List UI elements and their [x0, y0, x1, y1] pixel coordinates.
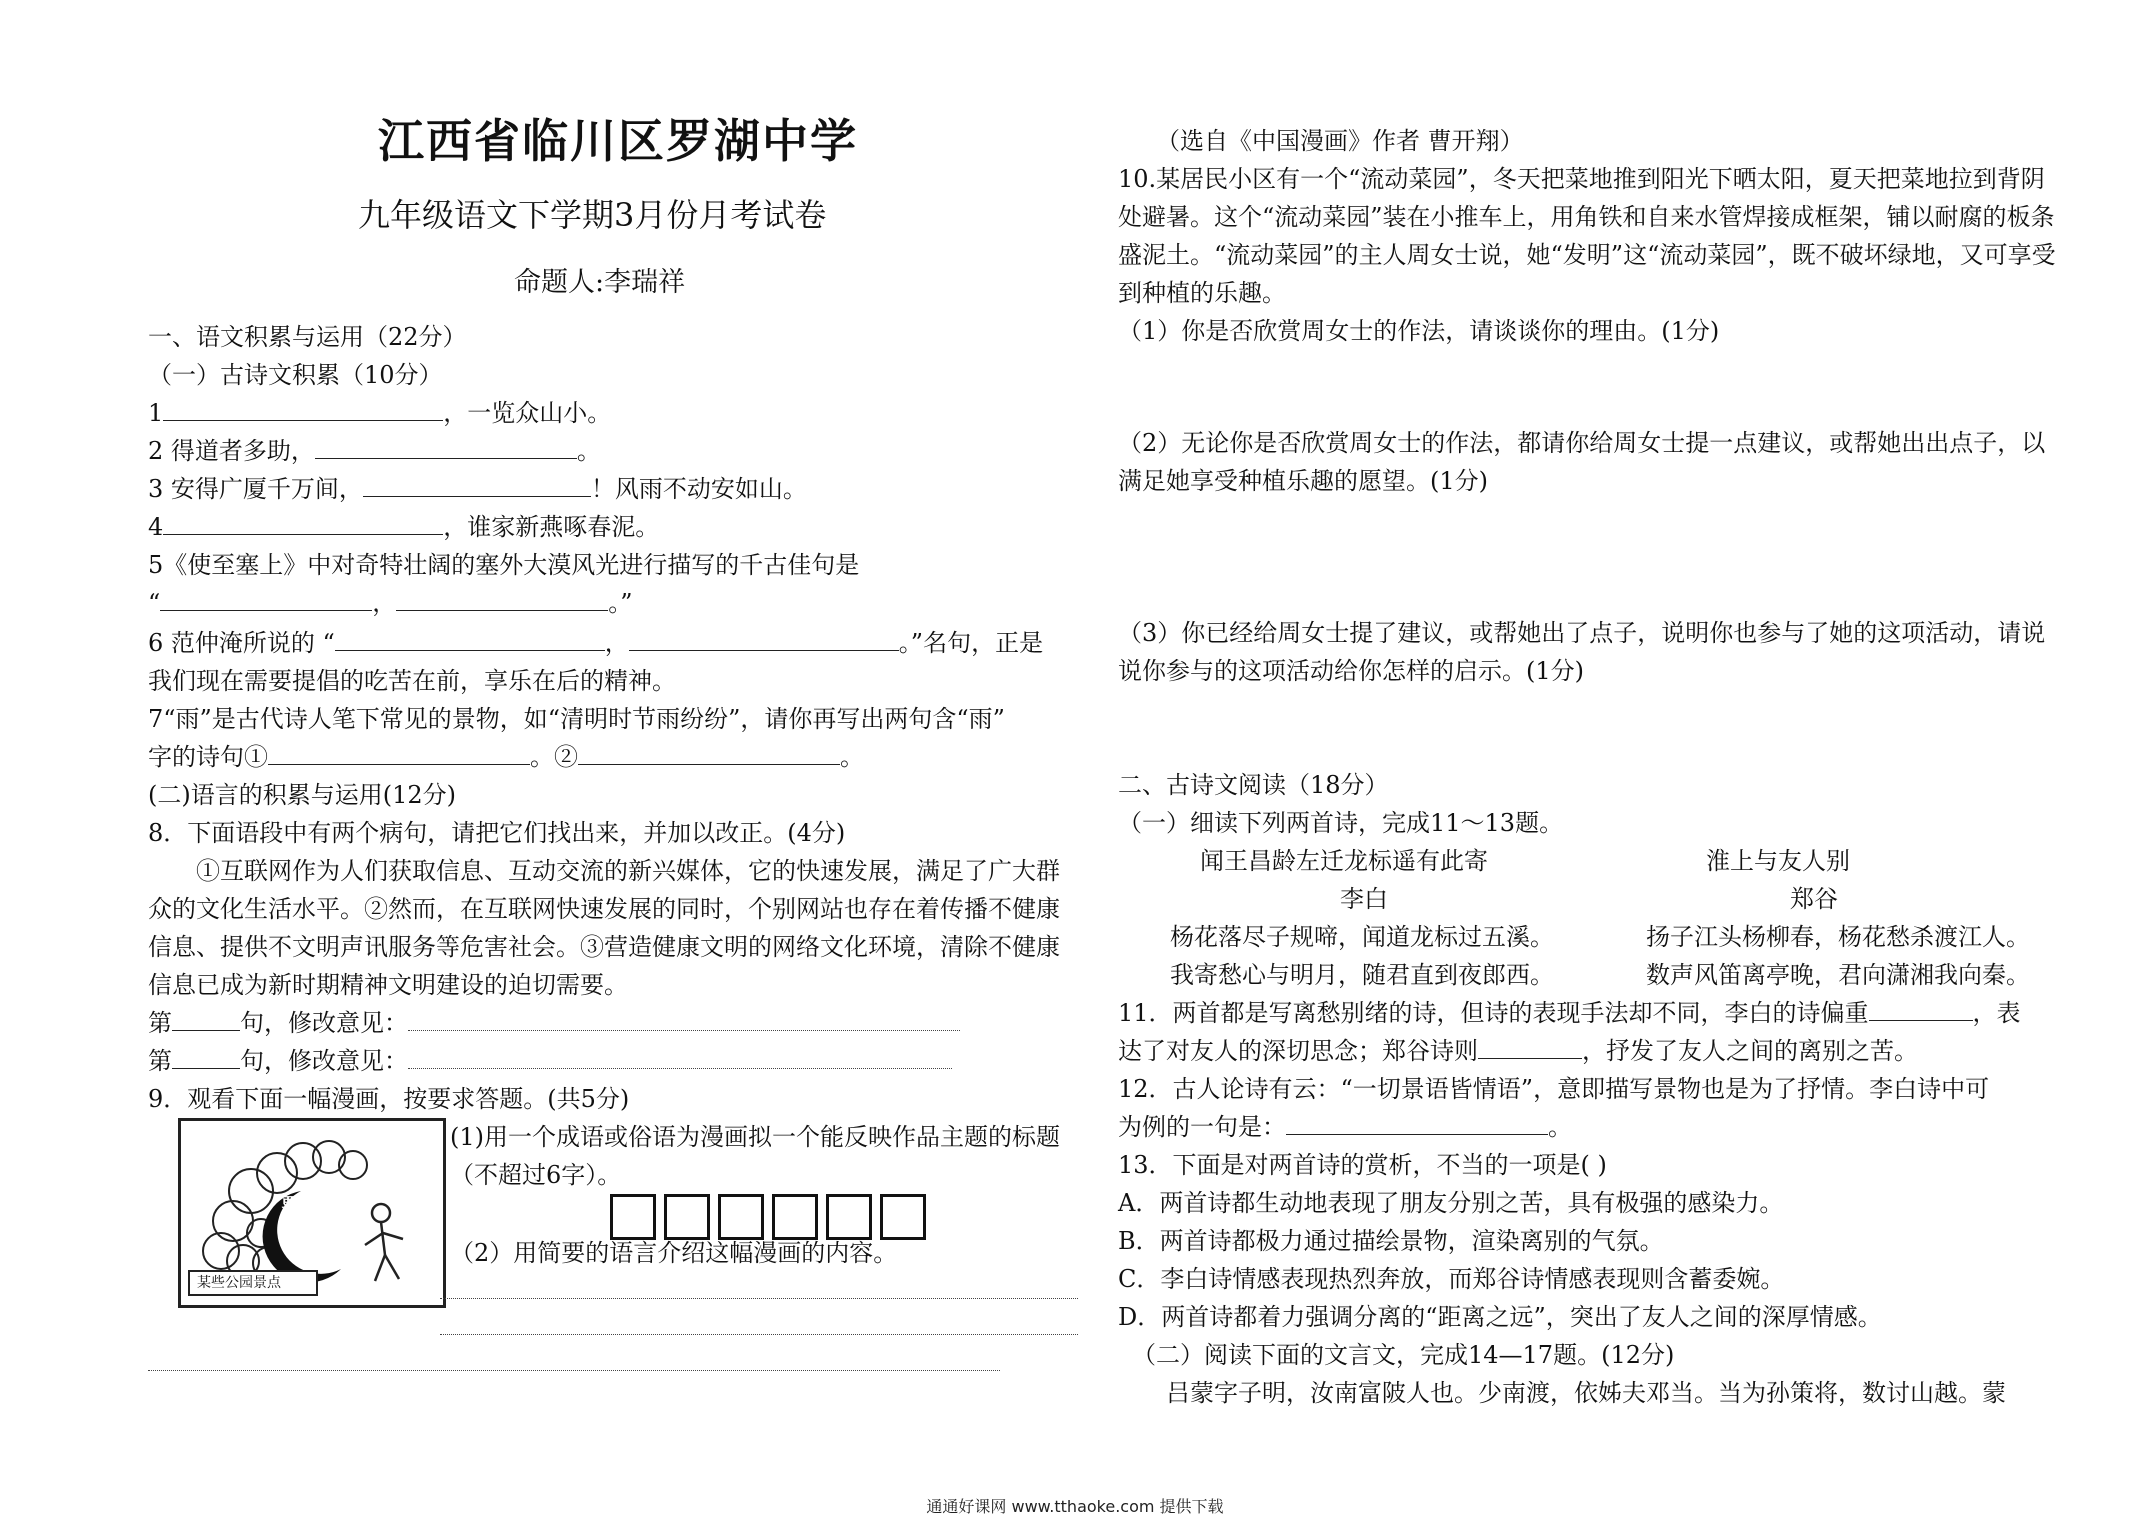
question-13-option-d[interactable]: D．两首诗都着力强调分离的“距离之远”，突出了友人之间的深厚情感。 — [1118, 1303, 1882, 1331]
poem-2-line-1: 扬子江头杨柳春，杨花愁杀渡江人。 — [1646, 923, 2030, 951]
question-12-cont: 为例的一句是： 。 — [1118, 1108, 1572, 1146]
section-2a-heading: （一）细读下列两首诗，完成11～13题。 — [1118, 809, 1564, 837]
blank-7a[interactable] — [268, 738, 530, 765]
section-1-heading: 一、语文积累与运用（22分） — [148, 323, 467, 351]
blank-8-fix-2[interactable] — [408, 1042, 952, 1069]
question-10: 10.某居民小区有一个“流动菜园”，冬天把菜地推到阳光下晒太阳，夏天把菜地拉到背阴处避暑。这个“流动菜园”装在小推车上，用角铁和自来水管焊接成框架，铺以耐腐的板条盛泥土。“流动菜园”的主人周女士说，她“发明”这“流动菜园”，既不破坏绿地，又可享受到种植的乐趣。 — [1118, 165, 2056, 307]
answer-line-9a[interactable] — [440, 1298, 1078, 1299]
blank-1[interactable] — [163, 394, 443, 421]
answer-line-9c[interactable] — [148, 1370, 1000, 1371]
question-10-2: （2）无论你是否欣赏周女士的作法，都请你给周女士提一点建议，或帮她出出点子，以满足她享受种植乐趣的愿望。(1分) — [1118, 429, 2046, 495]
question-4: 4 ，谁家新燕啄春泥。 — [148, 508, 659, 546]
author-line: 命题人:李瑞祥 — [514, 267, 686, 298]
page-subtitle: 九年级语文下学期3月份月考试卷 — [358, 196, 827, 234]
page-title: 江西省临川区罗湖中学 — [378, 114, 858, 168]
blank-11b[interactable] — [1478, 1032, 1582, 1059]
question-11-cont: 达了对友人的深切思念；郑谷诗则 ，抒发了友人之间的离别之苦。 — [1118, 1032, 1918, 1070]
question-13: 13．下面是对两首诗的赏析，不当的一项是( ) — [1118, 1151, 1607, 1179]
question-5-blanks: “ ， 。” — [148, 584, 633, 622]
question-9-2: （2）用简要的语言介绍这幅漫画的内容。 — [450, 1239, 898, 1267]
answer-line-9b[interactable] — [440, 1334, 1078, 1335]
cartoon-ticket-label: 票价 — [281, 1195, 317, 1216]
section-2b-heading: （二）阅读下面的文言文，完成14—17题。(12分) — [1132, 1341, 1675, 1369]
blank-12[interactable] — [1286, 1108, 1548, 1135]
question-9: 9．观看下面一幅漫画，按要求答题。(共5分) — [148, 1085, 630, 1113]
cartoon-source: （选自《中国漫画》作者 曹开翔） — [1156, 127, 1524, 155]
blank-8-fix-1[interactable] — [408, 1004, 960, 1031]
blank-8-sentence-2[interactable] — [172, 1042, 240, 1069]
section-2-heading: 二、古诗文阅读（18分） — [1118, 771, 1389, 799]
question-10-1: （1）你是否欣赏周女士的作法，请谈谈你的理由。(1分) — [1118, 317, 1720, 345]
page-footer: 通通好课网 www.tthaoke.com 提供下载 — [926, 1497, 1224, 1516]
question-1: 1 ，一览众山小。 — [148, 394, 611, 432]
question-7: 7“雨”是古代诗人笔下常见的景物，如“清明时节雨纷纷”，请你再写出两句含“雨” — [148, 705, 1005, 733]
poem-1-title: 闻王昌龄左迁龙标遥有此寄 — [1200, 847, 1488, 875]
blank-5a[interactable] — [160, 584, 372, 611]
section-1b-heading: (二)语言的积累与运用(12分) — [148, 781, 456, 809]
question-11: 11．两首都是写离愁别绪的诗，但诗的表现手法却不同，李白的诗偏重 ，表 — [1118, 994, 2021, 1032]
blank-11a[interactable] — [1869, 994, 1973, 1021]
question-5: 5《使至塞上》中对奇特壮阔的塞外大漠风光进行描写的千古佳句是 — [148, 551, 860, 579]
question-6: 6 范仲淹所说的 “ ， 。”名句，正是 — [148, 624, 1043, 662]
question-13-option-a[interactable]: A．两首诗都生动地表现了朋友分别之苦，具有极强的感染力。 — [1118, 1189, 1784, 1217]
question-8: 8．下面语段中有两个病句，请把它们找出来，并加以改正。(4分) — [148, 819, 846, 847]
blank-6b[interactable] — [629, 624, 899, 651]
question-7-blanks: 字的诗句① 。② 。 — [148, 738, 864, 776]
question-2: 2 得道者多助， 。 — [148, 432, 601, 470]
classical-passage-start: 吕蒙字子明，汝南富陂人也。少南渡，依姊夫邓当。当为孙策将，数讨山越。蒙 — [1166, 1379, 2006, 1407]
question-12: 12．古人论诗有云：“一切景语皆情语”，意即描写景物也是为了抒情。李白诗中可 — [1118, 1075, 1990, 1103]
question-8-passage: ①互联网作为人们获取信息、互动交流的新兴媒体，它的快速发展，满足了广大群众的文化生活水平。②然而，在互联网快速发展的同时，个别网站也存在着传播不健康信息、提供不文明声讯服务等危害社会。③营造健康文明的网络文化环境，清除不健康信息已成为新时期精神文明建设的迫切需要。 — [148, 857, 1060, 999]
question-8-answer-2: 第 句，修改意见： — [148, 1042, 952, 1080]
question-10-3: （3）你已经给周女士提了建议，或帮她出了点子，说明你也参与了她的这项活动，请说说你参与的这项活动给你怎样的启示。(1分) — [1118, 619, 2046, 685]
cartoon-image — [178, 1118, 446, 1308]
blank-7b[interactable] — [578, 738, 840, 765]
poem-2-title: 淮上与友人别 — [1706, 847, 1850, 875]
blank-2[interactable] — [315, 432, 577, 459]
question-8-answer-1: 第 句，修改意见： — [148, 1004, 960, 1042]
poem-1-line-2: 我寄愁心与明月，随君直到夜郎西。 — [1170, 961, 1554, 989]
poem-1-line-1: 杨花落尽子规啼，闻道龙标过五溪。 — [1170, 923, 1554, 951]
blank-4[interactable] — [163, 508, 443, 535]
cartoon-sign-label: 某些公园景点 — [197, 1275, 281, 1291]
question-13-option-c[interactable]: C．李白诗情感表现热烈奔放，而郑谷诗情感表现则含蓄委婉。 — [1118, 1265, 1785, 1293]
blank-5b[interactable] — [396, 584, 608, 611]
question-9-1: (1)用一个成语或俗语为漫画拟一个能反映作品主题的标题（不超过6字）。 — [450, 1123, 1060, 1189]
poem-1-author: 李白 — [1340, 885, 1388, 913]
section-1a-heading: （一）古诗文积累（10分） — [148, 361, 443, 389]
blank-8-sentence-1[interactable] — [172, 1004, 240, 1031]
blank-6a[interactable] — [335, 624, 605, 651]
poem-2-author: 郑谷 — [1790, 885, 1838, 913]
question-3: 3 安得广厦千万间， ！风雨不动安如山。 — [148, 470, 807, 508]
poem-2-line-2: 数声风笛离亭晚，君向潇湘我向秦。 — [1646, 961, 2030, 989]
question-13-option-b[interactable]: B．两首诗都极力通过描绘景物，渲染离别的气氛。 — [1118, 1227, 1664, 1255]
blank-3[interactable] — [363, 470, 591, 497]
question-6-cont: 我们现在需要提倡的吃苦在前，享乐在后的精神。 — [148, 667, 676, 695]
